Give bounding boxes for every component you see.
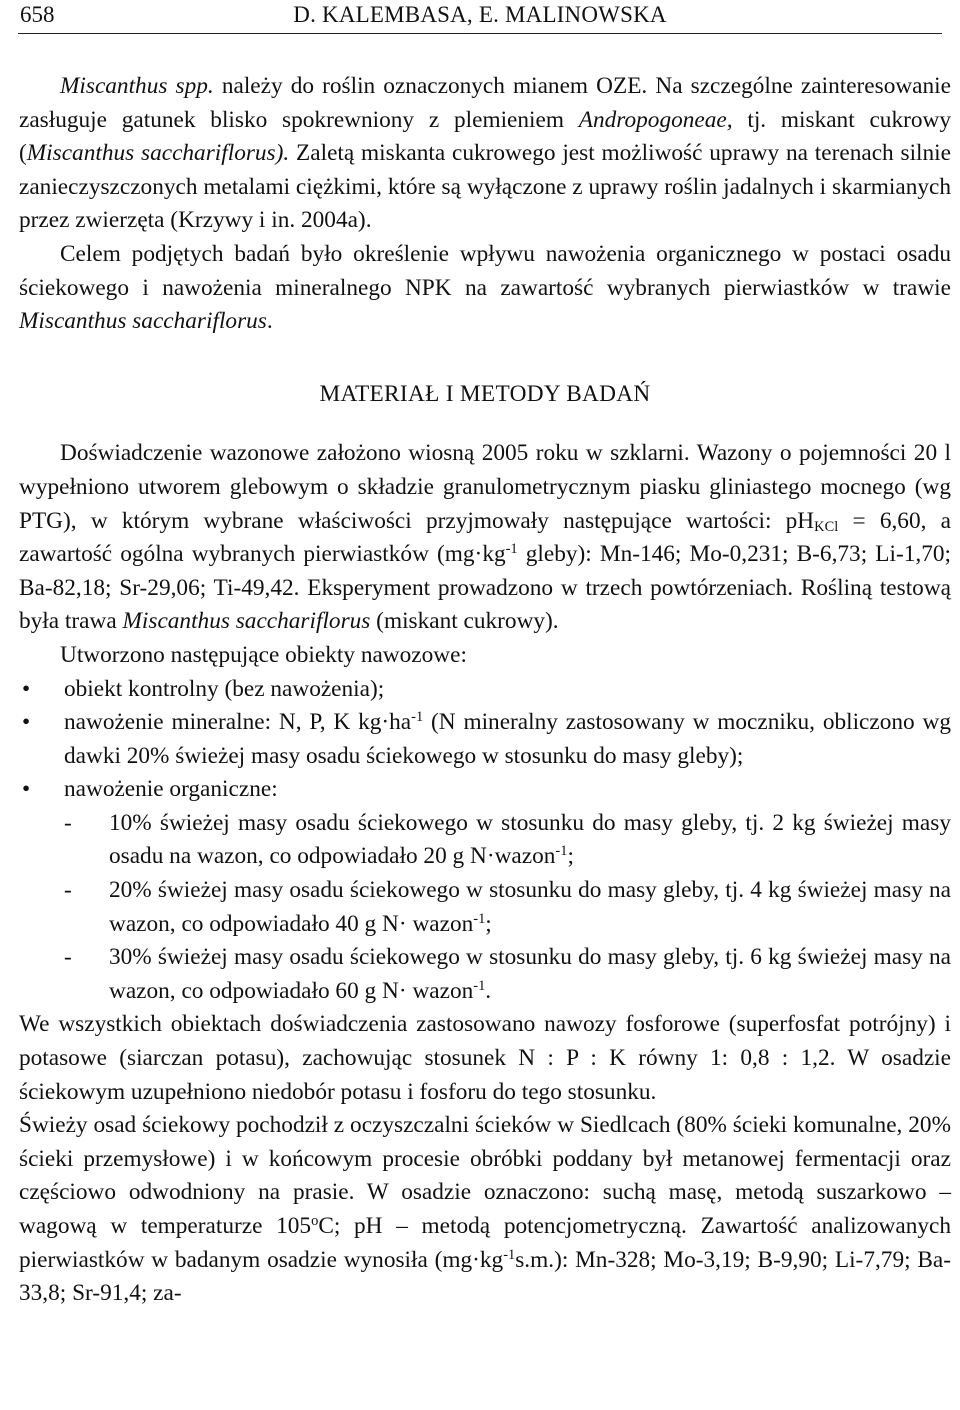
text-span: kg: [479, 1246, 504, 1273]
fertilization-list: [19, 673, 951, 807]
multiplication-dot: ·: [398, 977, 407, 1004]
paragraph-objects-intro: Utworzono następujące obiekty nawozowe:: [60, 641, 467, 668]
italic-species: Miscanthus sacchariflorus: [19, 308, 267, 335]
text-span: należy do roślin oznaczonych mianem OZE. Na szczególne zainteresowanie zasługuje gatunek blisko spokrewniony z plemieniem: [19, 73, 951, 133]
bullet-icon: •: [22, 776, 31, 803]
text-span: kg: [482, 541, 506, 568]
header-rule: [18, 33, 942, 34]
text-span: tj. miskant cukrowy (: [19, 106, 951, 167]
superscript: -1: [555, 843, 568, 860]
text-span: 10% świeżej masy osadu ściekowego w stosunku do masy gleby, tj. 2 kg świeżej masy osadu na wazon, co odpowiadało 20 g N: [109, 809, 951, 870]
italic-tribe: Andropogoneae,: [578, 106, 748, 133]
text-span: s.m.): Mn-328; Mo-3,19; B-9,90; Li-7,79; Ba-33,8; Sr-91,4; za-: [19, 1246, 951, 1307]
paragraph-experiment: [19, 437, 951, 639]
dash-marker: -: [64, 809, 72, 836]
list-item: [19, 773, 951, 807]
text-span: nawożenie mineralne: N, P, K kg: [64, 709, 382, 736]
text-span: nawożenie organiczne:: [64, 776, 278, 803]
section-heading: MATERIAŁ I METODY BADAŃ: [319, 380, 651, 407]
list-item: [19, 673, 951, 707]
text-span: C; pH – metodą potencjometryczną. Zawartość analizowanych pierwiastków w badanym osadzie wynosiła (mg: [19, 1213, 952, 1273]
bullet-icon: •: [22, 675, 31, 702]
paragraph-sewage-sludge: [19, 1109, 951, 1311]
page-body: [19, 70, 951, 1311]
superscript: o: [311, 1213, 319, 1230]
paragraph-phosphorus-potassium: We wszystkich obiektach doświadczenia zastosowano nawozy fosforowe (superfosfat potrójny) i potasowe (siarczan potasu), zachowując stosunek N : P : K równy 1: 0,8 : 1,2. W osadzie ściekowym uzupełniono niedobór potasu i fosforu do tego stosunku.: [19, 1011, 951, 1105]
text-span: wazon: [494, 843, 556, 870]
text-span: (N mineralny zastosowany w moczniku, obliczono wg dawki 20% świeżej masy osadu ściekowego w stosunku do masy gleby);: [64, 709, 951, 769]
text-span: Celem podjętych badań było określenie wpływu nawożenia organicznego w postaci osadu ściekowego i nawożenia mineralnego NPK na zawartość wybranych pierwiastków w trawie: [19, 240, 951, 301]
text-span: 30% świeżej masy osadu ściekowego w stosunku do masy gleby, tj. 6 kg świeżej masy na wazon, co odpowiadało 60 g N: [109, 944, 951, 1004]
organic-dose-list: [19, 807, 951, 1009]
text-span: wazon: [406, 977, 474, 1004]
bullet-icon: •: [22, 709, 31, 736]
list-item: [19, 706, 951, 773]
multiplication-dot: ·: [398, 910, 407, 937]
dash-marker: -: [64, 877, 72, 904]
text-span: = 6,60, a zawartość ogólna wybranych pierwiastków (mg: [19, 507, 951, 568]
text-span: Zaletą miskanta cukrowego jest możliwość uprawy na terenach silnie zanieczyszczonych metalami ciężkimi, które są wyłączone z uprawy roślin jadalnych i skarmianych przez zwierzęta (Krzywy i in. 2004a).: [19, 140, 951, 234]
superscript: -1: [505, 541, 518, 558]
dash-marker: -: [64, 944, 72, 971]
italic-species: Miscanthus sacchariflorus: [122, 608, 371, 635]
text-span: ;: [485, 910, 492, 937]
superscript: -1: [503, 1246, 516, 1263]
text-span: ha: [389, 709, 412, 736]
page-header: [18, 0, 942, 30]
multiplication-dot: ·: [474, 541, 483, 568]
subscript: KCl: [814, 518, 839, 535]
superscript: -1: [473, 910, 486, 927]
text-span: Świeży osad ściekowy pochodził z oczyszczalni ścieków w Siedlcach (80% ścieki komunalne, 20% ścieki przemysłowe) i w końcowym procesie obróbki poddany był metanowej fermentacji oraz częściowo odwodniony na prasie. W osadzie oznaczono: suchą masę, metodą suszarkowo – wagową w temperaturze 105: [19, 1112, 951, 1239]
multiplication-dot: ·: [472, 1246, 480, 1273]
text-span: obiekt kontrolny (bez nawożenia);: [64, 675, 385, 702]
paragraph-aim: [19, 238, 951, 339]
list-item: [19, 941, 951, 1008]
text-span: (miskant cukrowy).: [370, 608, 559, 635]
text-span: .: [485, 977, 492, 1004]
text-span: ;: [567, 843, 574, 870]
paragraph-intro: [19, 70, 951, 238]
text-span: 20% świeżej masy osadu ściekowego w stosunku do masy gleby, tj. 4 kg świeżej masy na wazon, co odpowiadało 40 g N: [109, 877, 951, 937]
text-span: gleby): Mn-146; Mo-0,231; B-6,73; Li-1,70; Ba-82,18; Sr-29,06; Ti-49,42. Eksperyment prowadzono w trzech powtórzeniach. Rośliną testową była trawa: [19, 541, 951, 635]
multiplication-dot: ·: [381, 709, 390, 736]
multiplication-dot: ·: [486, 843, 495, 870]
italic-species: Miscanthus sacchariflorus).: [26, 140, 290, 167]
superscript: -1: [411, 709, 424, 726]
text-span: .: [266, 308, 273, 335]
text-span: wazon: [406, 910, 474, 937]
list-item: [19, 874, 951, 941]
list-item: [19, 807, 951, 874]
italic-species: Miscanthus spp.: [60, 73, 214, 99]
page-number: 658: [20, 2, 55, 27]
superscript: -1: [473, 977, 486, 994]
running-head-authors: D. KALEMBASA, E. MALINOWSKA: [293, 2, 667, 27]
text-span: Doświadczenie wazonowe założono wiosną 2005 roku w szklarni. Wazony o pojemności 20 l wypełniono utworem glebowym o składzie granulometrycznym piasku gliniastego mocnego (wg PTG), w którym wybrane właściwości przyjmowały następujące wartości: pH: [19, 440, 951, 534]
